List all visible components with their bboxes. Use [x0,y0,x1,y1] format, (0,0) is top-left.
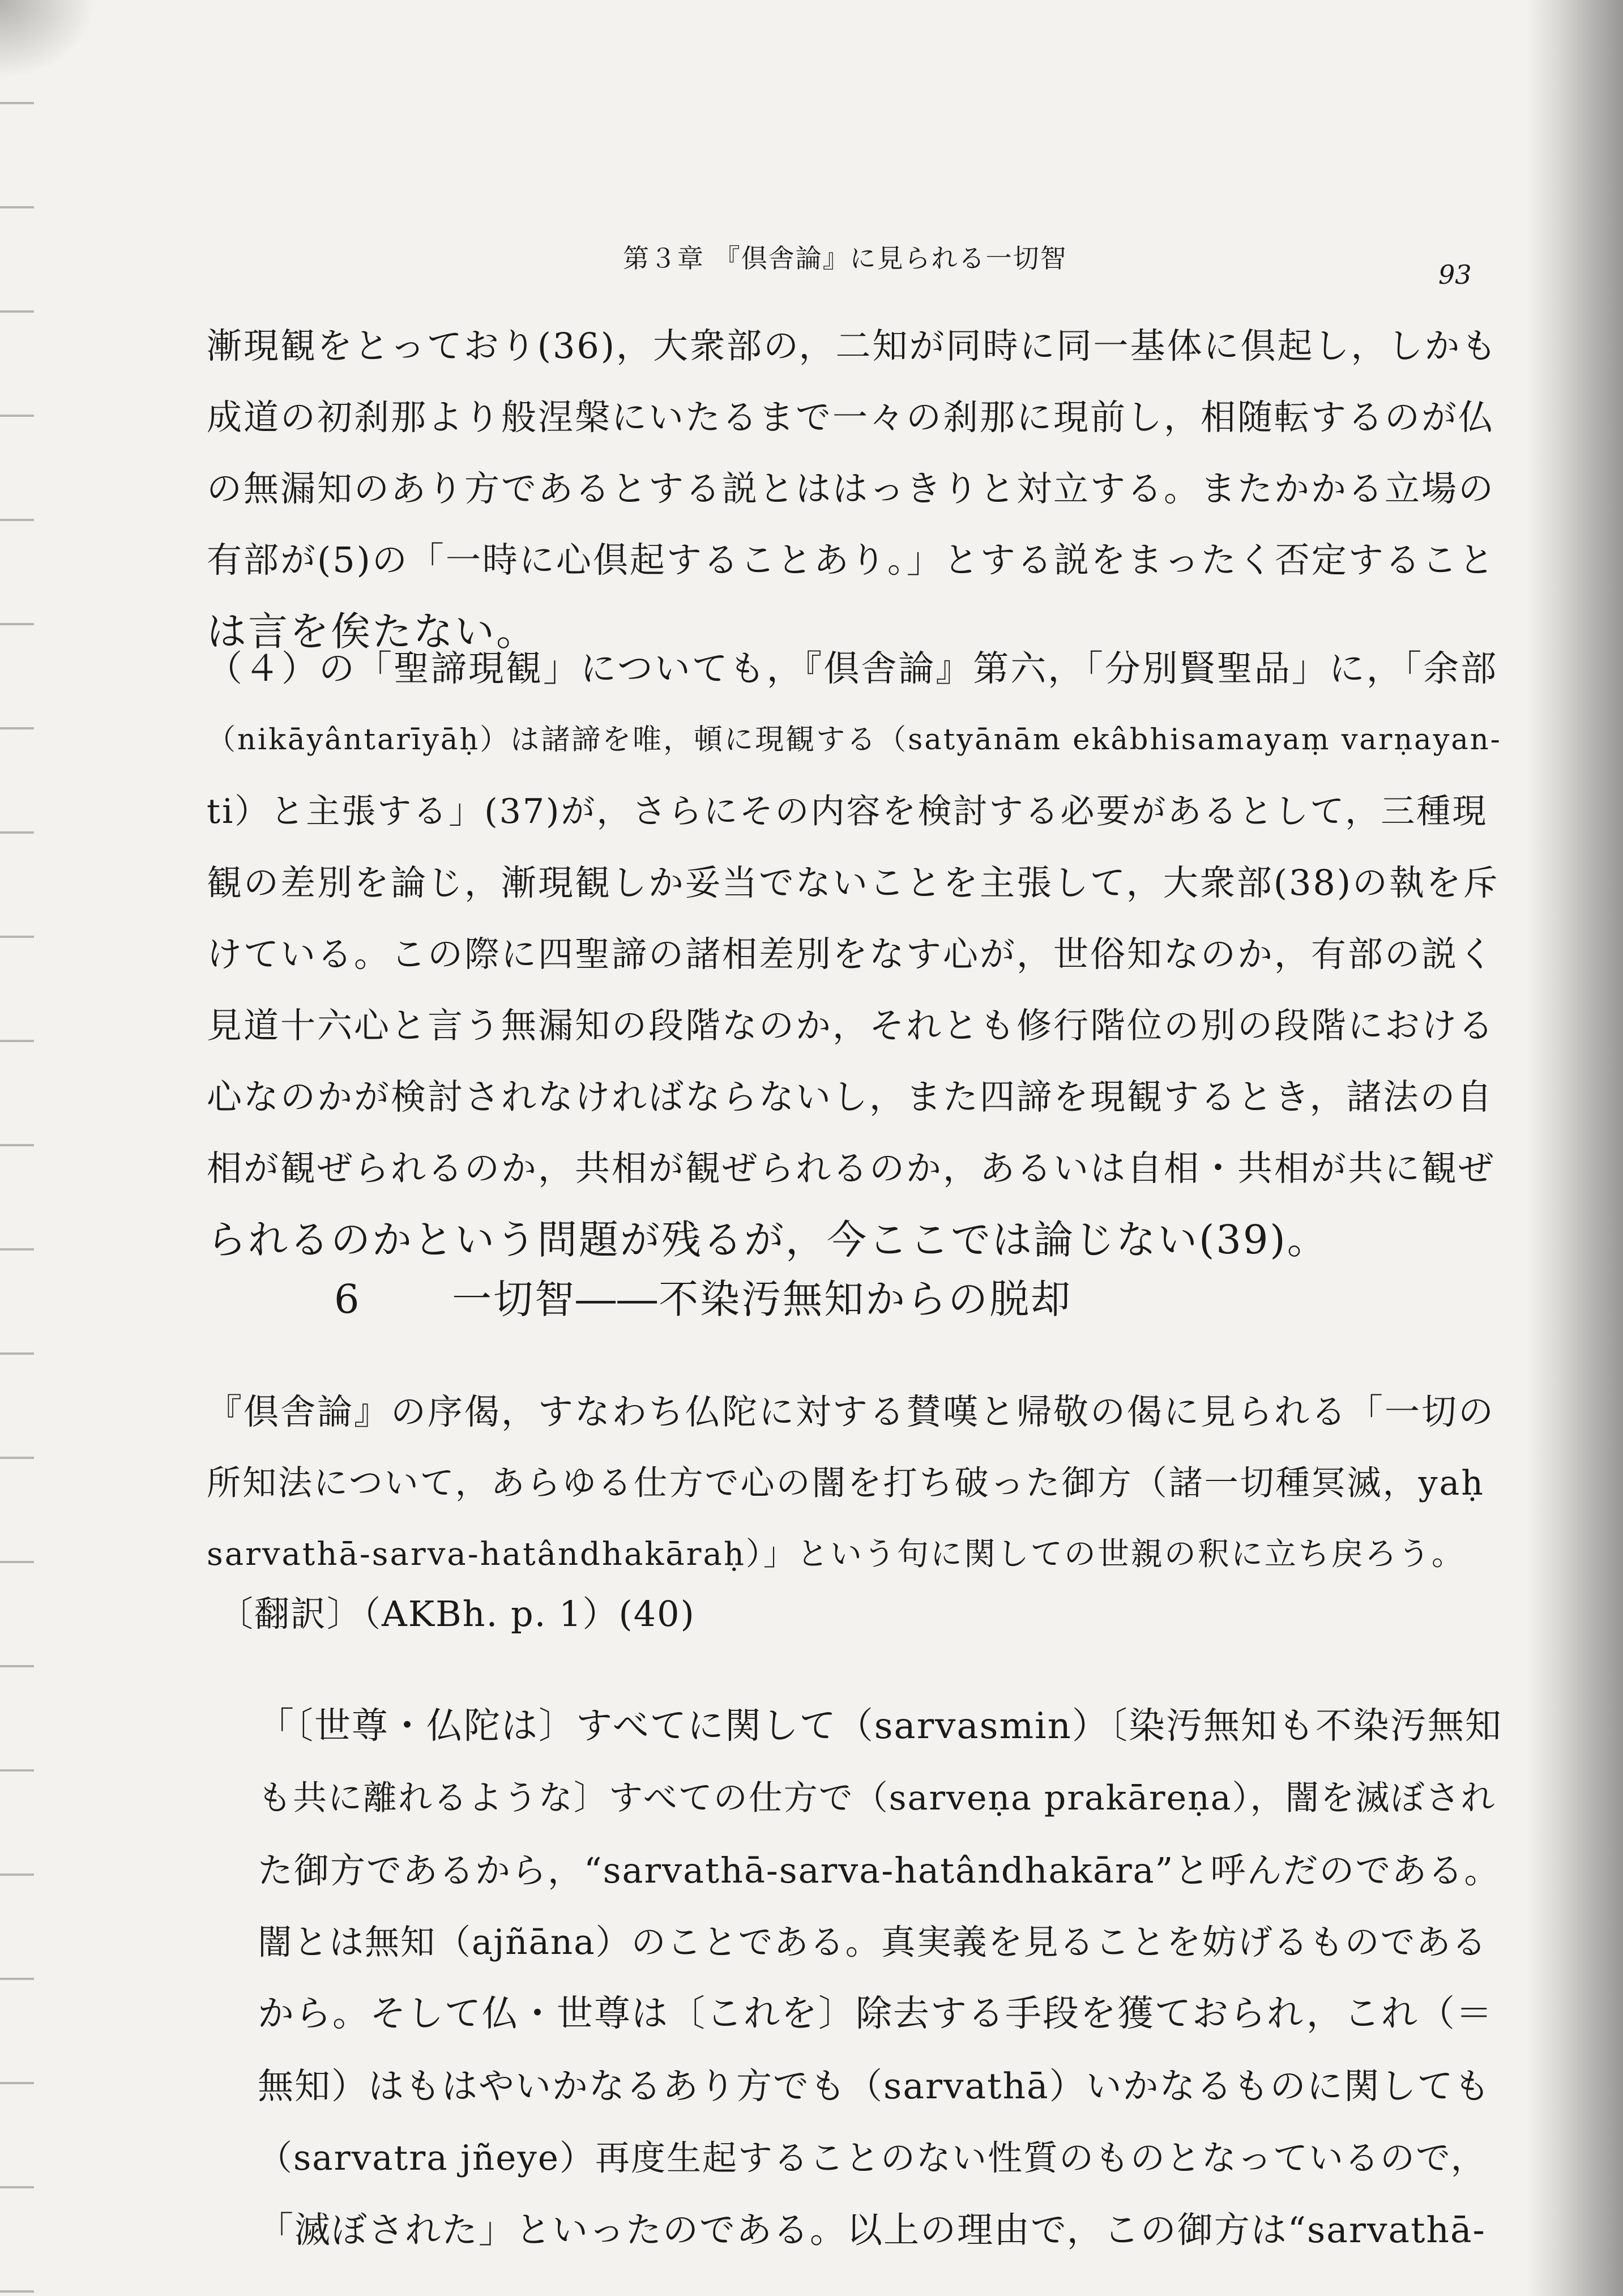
text-line: 相が観ぜられるのか，共相が観ぜられるのか，あるいは自相・共相が共に観ぜ [207,1147,1496,1189]
text-line: 『倶舎論』の序偈，すなわち仏陀に対する賛嘆と帰敬の偈に見られる「一切の [207,1391,1496,1432]
text-line: sarvathā-sarva-hatândhakāraḥ）」という句に関しての世親の釈に立ち戻ろう。 [207,1536,1465,1573]
text-line: 所知法について，あらゆる仕方で心の闇を打ち破った御方（諸一切種冥滅，yaḥ [207,1463,1485,1503]
text-line: 有部が(5)の「一時に心倶起することあり。」とする説をまったく否定すること [207,539,1496,581]
scan-shadow-right [1527,0,1623,2296]
text-line: ti）と主張する」(37)が，さらにその内容を検討する必要があるとして，三種現 [207,792,1488,831]
text-line: （４）の「聖諦現観」についても，『倶舎論』第六，「分別賢聖品」に，「余部 [207,648,1498,689]
text-line: は言を俟たない。 [207,608,537,655]
paragraph-2 [207,633,1504,1275]
quote-line: （sarvatra jñeye）再度生起することのない性質のものとなっているので， [258,2138,1487,2178]
paragraph-3 [207,1376,1504,1590]
text-line: 見道十六心と言う無漏知の段階なのか，それとも修行階位の別の段階における [207,1005,1496,1046]
translation-quote [258,1691,1504,2266]
text-line: 観の差別を論じ，漸現観しか妥当でないことを主張して，大衆部(38)の執を斥 [207,862,1500,903]
running-header: 第３章 『倶舎論』に見られる一切智 [623,243,1067,274]
quote-line: た御方であるから，“sarvathā-sarva-hatândhakāra”と呼んだのである。 [258,1850,1501,1891]
text-line: けている。この際に四聖諦の諸相差別をなす心が，世俗知なのか，有部の説く [207,933,1496,975]
text-line: （nikāyântarīyāḥ）は諸諦を唯，頓に現観する（satyānām ekâbhisamayaṃ varṇayan- [207,723,1502,757]
paragraph-1 [207,310,1504,667]
quote-line: から。そして仏・世尊は〔これを〕除去する手段を獲ておられ，これ（＝ [258,1993,1493,2035]
text-line: られるのかという問題が残るが，今ここでは論じない(39)。 [207,1217,1329,1263]
page-number: 93 [1438,259,1472,290]
quote-line: も共に離れるような〕すべての仕方で（sarveṇa prakāreṇa），闇を滅ぼされ [258,1778,1496,1818]
quote-line: 「〔世尊・仏陀は〕すべてに関して（sarvasmin）〔染汚無知も不染汚無知 [258,1705,1502,1747]
translation-label: 〔翻訳〕（AKBh. p. 1）(40) [218,1593,695,1634]
text-line: 成道の初刹那より般涅槃にいたるまで一々の刹那に現前し，相随転するのが仏 [207,396,1496,438]
section-number: 6 [334,1276,361,1322]
scan-margin-marks [0,0,34,2296]
quote-line: 闇とは無知（ajñāna）のことである。真実義を見ることを妨げるものである [258,1922,1488,1962]
quote-line: 「滅ぼされた」といったのである。以上の理由で，この御方は“sarvathā- [258,2209,1486,2251]
text-line: 漸現観をとっており(36)，大衆部の，二知が同時に同一基体に倶起し，しかも [207,325,1498,366]
section-title: 一切智――不染汚無知からの脱却 [452,1276,1073,1322]
text-line: の無漏知のあり方であるとする説とははっきりと対立する。またかかる立場の [207,468,1496,509]
text-line: 心なのかが検討されなければならないし，また四諦を現観するとき，諸法の自 [207,1076,1494,1117]
section-heading [334,1268,1072,1325]
quote-line: 無知）はもはやいかなるあり方でも（sarvathā）いかなるものに関しても [258,2065,1491,2107]
